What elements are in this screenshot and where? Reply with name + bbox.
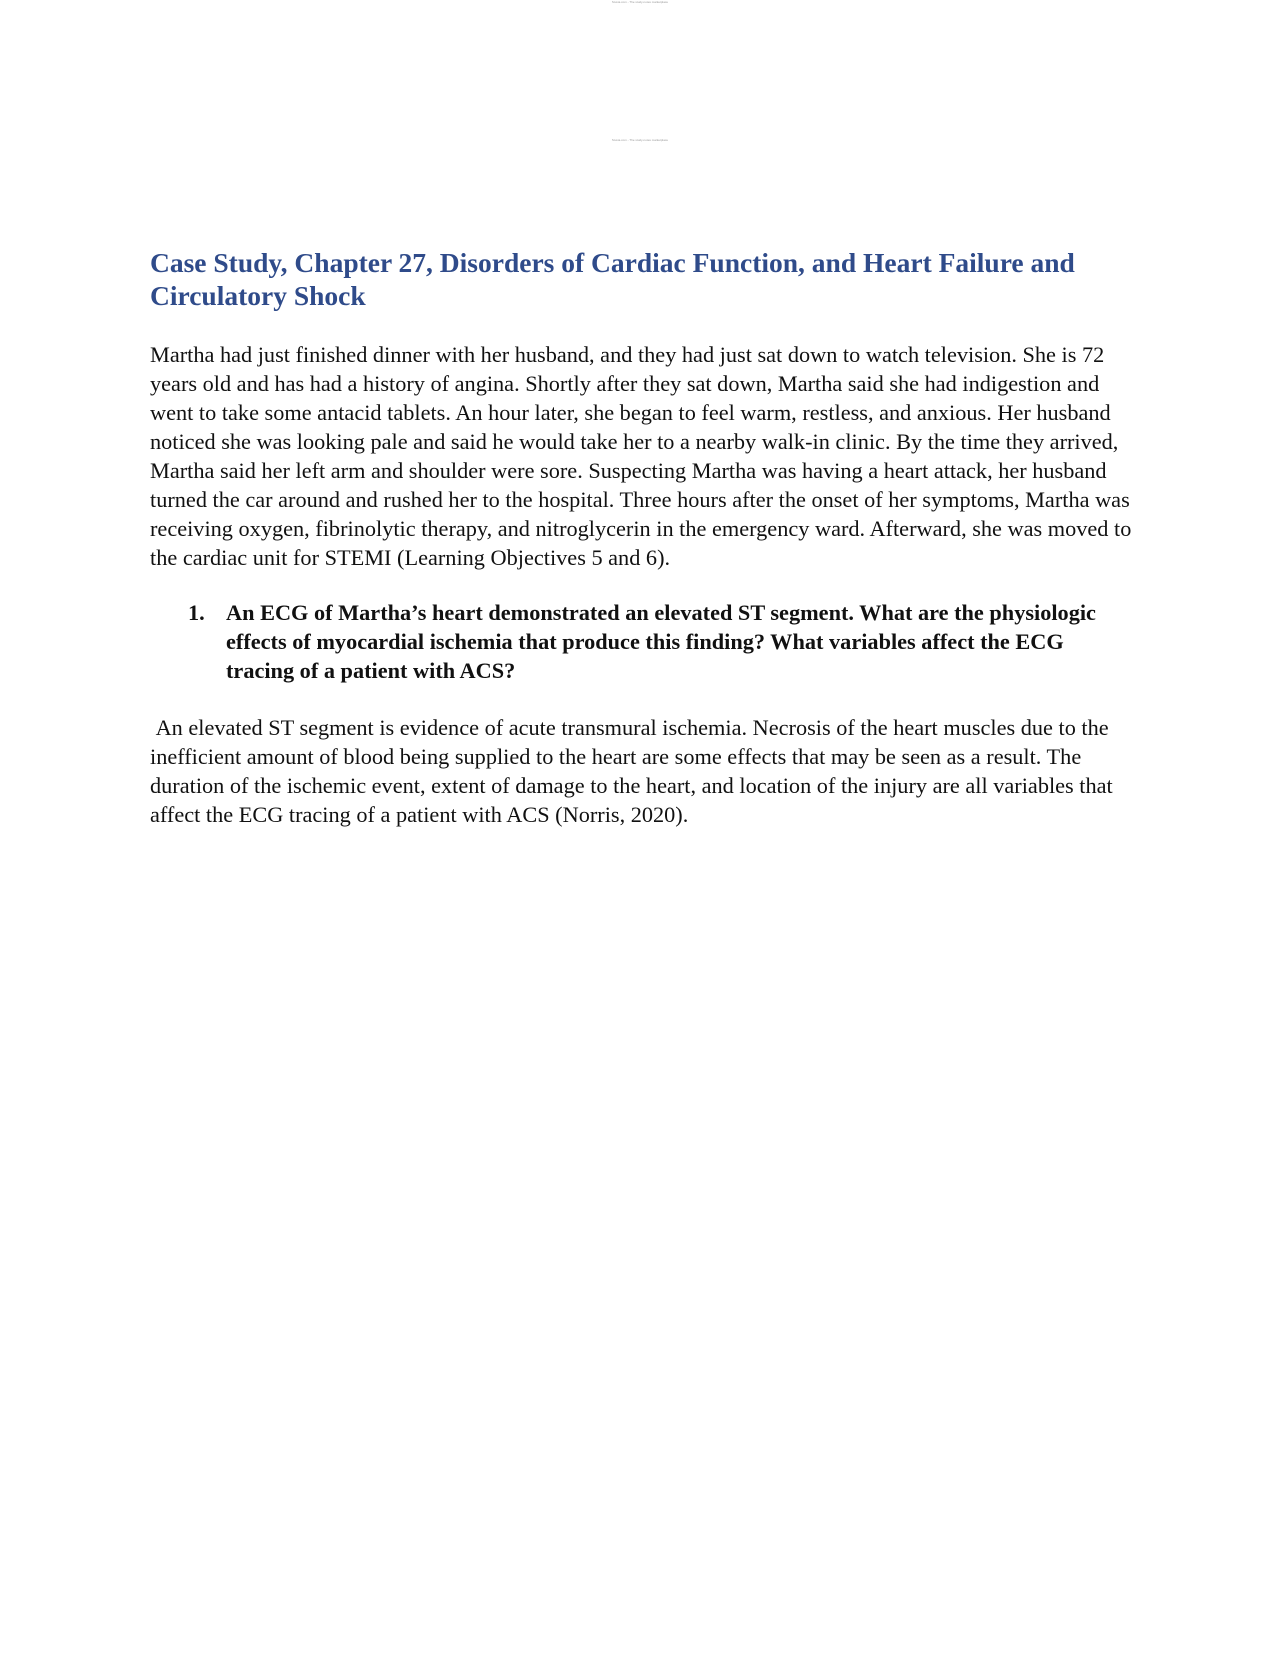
header-watermark-top: Stuvia.com - The study-notes marketplace xyxy=(611,0,669,4)
page-title: Case Study, Chapter 27, Disorders of Cardiac Function, and Heart Failure and Circulatory Shock xyxy=(150,247,1075,311)
header-watermark-middle: Stuvia.com - The study-notes marketplace xyxy=(611,138,669,142)
question-text: An ECG of Martha’s heart demonstrated an elevated ST segment. What are the physiologic effects of myocardial ischemia that produce this finding? What variables affect the ECG tracing of a patient with ACS? xyxy=(226,600,1096,683)
answer-paragraph: An elevated ST segment is evidence of acute transmural ischemia. Necrosis of the heart muscles due to the inefficient amount of blood being supplied to the heart are some effects that may be seen as a result. The duration of the ischemic event, extent of damage to the heart, and location of the injury are all variables that affect the ECG tracing of a patient with ACS (Norris, 2020). xyxy=(150,715,1119,827)
document-body xyxy=(150,246,1135,829)
question-list xyxy=(150,598,1135,685)
case-intro-paragraph: Martha had just finished dinner with her husband, and they had just sat down to watch television. She is 72 years old and has had a history of angina. Shortly after they sat down, Martha said she had indigestion and went to take some antacid tablets. An hour later, she began to feel warm, restless, and anxious. Her husband noticed she was looking pale and said he would take her to a nearby walk-in clinic. By the time they arrived, Martha said her left arm and shoulder were sore. Suspecting Martha was having a heart attack, her husband turned the car around and rushed her to the hospital. Three hours after the onset of her symptoms, Martha was receiving oxygen, fibrinolytic therapy, and nitroglycerin in the emergency ward. Afterward, she was moved to the cardiac unit for STEMI (Learning Objectives 5 and 6). xyxy=(150,342,1132,570)
question-item xyxy=(150,598,1135,685)
question-number: 1. xyxy=(188,600,205,625)
